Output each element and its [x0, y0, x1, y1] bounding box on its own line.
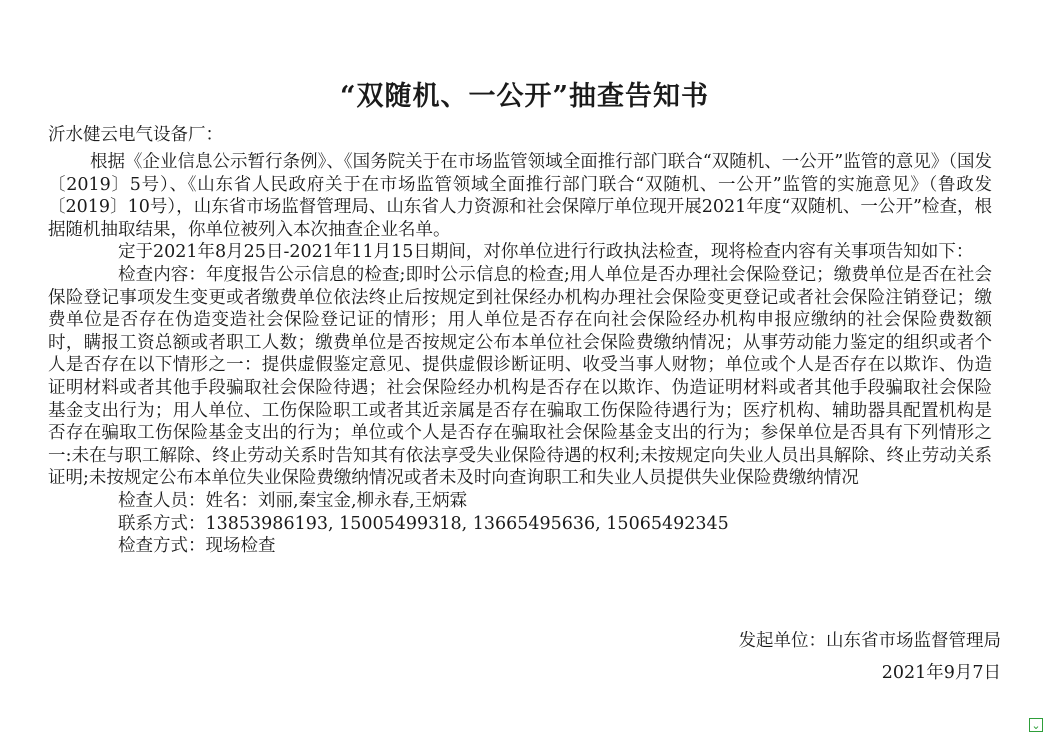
contact-line: 联系方式：13853986193, 15005499318, 13665495636, 15065492345	[118, 513, 729, 534]
paragraph-inspection-content: 检查内容：年度报告公示信息的检查;即时公示信息的检查;用人单位是否办理社会保险登记；缴费单位是否在社会保险登记事项发生变更或者缴费单位依法终止后按规定到社保经办机构办理社会保险变更登记或者社会保险注销登记；缴费单位是否存在伪造变造社会保险登记证的情形；用人单位是否存在向社会保险经办机构申报应缴纳的社会保险费数额时，瞒报工资总额或者职工人数；缴费单位是否按规定公布本单位社会保险费缴纳情况；从事劳动能力鉴定的组织或者个人是否存在以下情形之一：提供虚假鉴定意见、提供虚假诊断证明、收受当事人财物；单位或个人是否存在以欺诈、伪造证明材料或者其他手段骗取社会保险待遇；社会保险经办机构是否存在以欺诈、伪造证明材料或者其他手段骗取社会保险基金支出行为；用人单位、工伤保险职工或者其近亲属是否存在骗取工伤保险待遇行为；医疗机构、辅助器具配置机构是否存在骗取工伤保险基金支出的行为；单位或个人是否存在骗取社会保险基金支出的行为；参保单位是否具有下列情形之一:未在与职工解除、终止劳动关系时告知其有依法享受失业保险待遇的权利;未按规定向失业人员出具解除、终止劳动关系证明;未按规定公布本单位失业保险费缴纳情况或者未及时向查询职工和失业人员提供失业保险费缴纳情况	[48, 264, 992, 489]
chevron-down-icon[interactable]: ⌄	[1029, 718, 1043, 732]
method-line: 检查方式：现场检查	[118, 536, 276, 557]
notice-body	[48, 151, 992, 558]
addressee: 沂水健云电气设备厂：	[48, 125, 223, 145]
issue-date: 2021年9月7日	[881, 663, 1001, 683]
paragraph-schedule: 定于2021年8月25日-2021年11月15日期间，对你单位进行行政执法检查，现将检查内容有关事项告知如下：	[118, 242, 974, 263]
inspectors-line: 检查人员：姓名：刘丽,秦宝金,柳永春,王炳霖	[118, 490, 468, 511]
notice-title: “双随机、一公开”抽查告知书	[339, 81, 710, 112]
paragraph-legal-basis: 根据《企业信息公示暂行条例》、《国务院关于在市场监管领域全面推行部门联合“双随机、一公开”监管的意见》（国发〔2019〕5号）、《山东省人民政府关于在市场监管领域全面推行部门联合“双随机、一公开”监管的实施意见》（鲁政发〔2019〕10号），山东省市场监督管理局、山东省人力资源和社会保障厅单位现开展2021年度“双随机、一公开”检查，根据随机抽取结果，你单位被列入本次抽查企业名单。	[48, 152, 992, 240]
issuer: 发起单位：山东省市场监督管理局	[738, 631, 1001, 651]
